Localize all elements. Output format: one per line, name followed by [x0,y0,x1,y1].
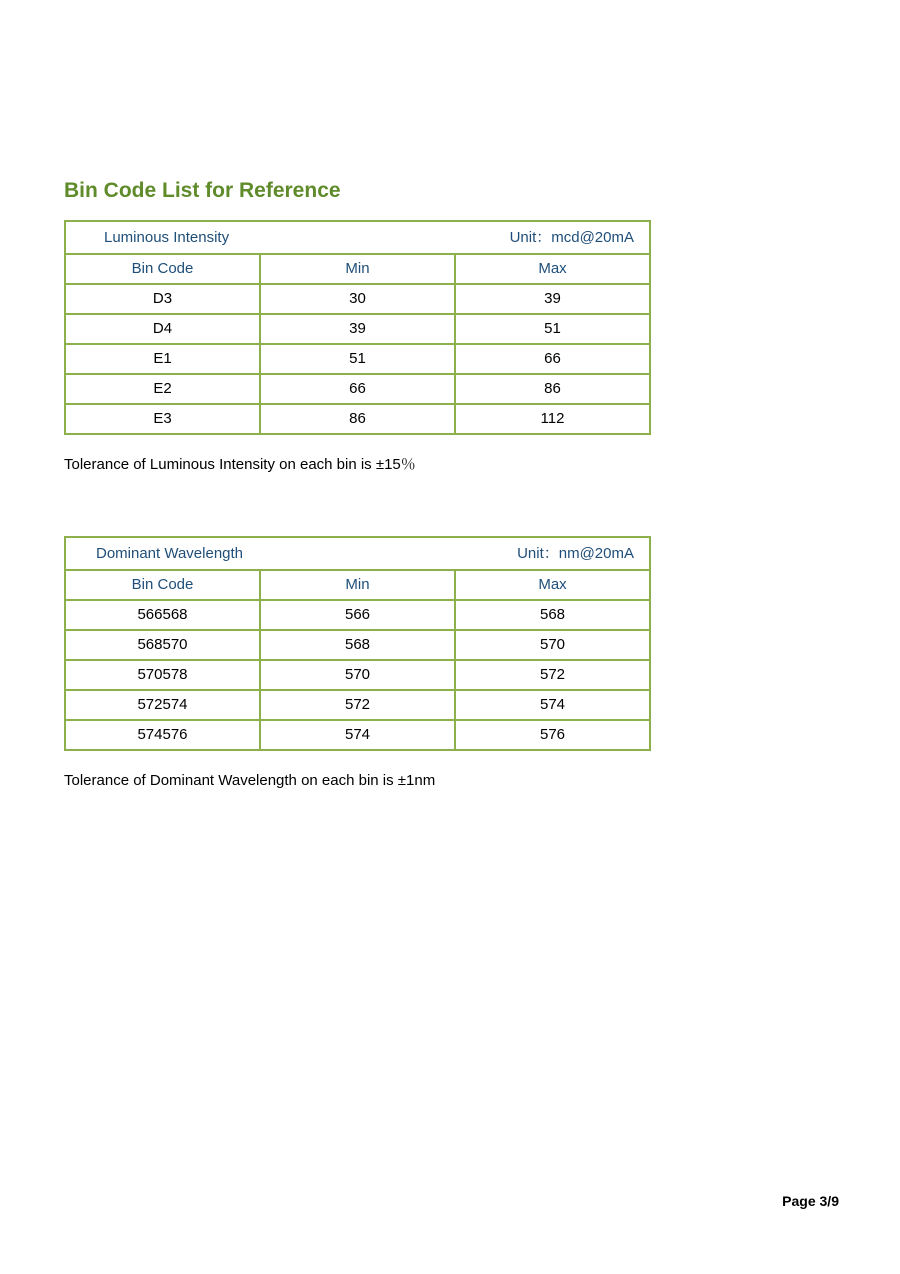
column-header-min: Min [260,570,455,600]
max-cell: 568 [455,600,650,630]
page-number: Page 3/9 [782,1193,839,1209]
max-cell: 570 [455,630,650,660]
table-title-row [65,537,650,570]
max-cell: 576 [455,720,650,750]
table-row [65,600,650,630]
min-cell: 574 [260,720,455,750]
table-row [65,660,650,690]
column-header-bin-code: Bin Code [65,570,260,600]
max-cell: 86 [455,374,650,404]
bin-code-cell: E2 [65,374,260,404]
table-title-row [65,221,650,254]
bin-code-cell: D4 [65,314,260,344]
table-title-cell [65,537,650,570]
bin-code-cell: 574576 [65,720,260,750]
max-cell: 574 [455,690,650,720]
table-row [65,344,650,374]
table-header-row [65,254,650,284]
bin-code-cell: D3 [65,284,260,314]
page-heading: Bin Code List for Reference [64,179,341,202]
column-header-min: Min [260,254,455,284]
dominant-wavelength-table [64,536,651,751]
table-row [65,314,650,344]
bin-code-cell: 568570 [65,630,260,660]
table-title-cell [65,221,650,254]
bin-code-cell: E3 [65,404,260,434]
min-cell: 566 [260,600,455,630]
min-cell: 51 [260,344,455,374]
bin-code-cell: 572574 [65,690,260,720]
table-header-row [65,570,650,600]
dominant-wavelength-tolerance-note: Tolerance of Dominant Wavelength on each bin is ±1nm [64,772,436,789]
table-row [65,374,650,404]
table-unit: Unit：mcd@20mA [509,229,634,246]
min-cell: 568 [260,630,455,660]
luminous-intensity-tolerance-note: Tolerance of Luminous Intensity on each bin is ±15％ [64,456,416,473]
max-cell: 51 [455,314,650,344]
min-cell: 39 [260,314,455,344]
table-title: Dominant Wavelength [96,545,244,562]
min-cell: 86 [260,404,455,434]
min-cell: 570 [260,660,455,690]
table-row [65,284,650,314]
max-cell: 572 [455,660,650,690]
bin-code-cell: 570578 [65,660,260,690]
column-header-max: Max [455,254,650,284]
table-row [65,630,650,660]
column-header-bin-code: Bin Code [65,254,260,284]
min-cell: 66 [260,374,455,404]
max-cell: 112 [455,404,650,434]
table-row [65,404,650,434]
column-header-max: Max [455,570,650,600]
bin-code-cell: E1 [65,344,260,374]
bin-code-cell: 566568 [65,600,260,630]
table-title: Luminous Intensity [104,229,230,246]
min-cell: 572 [260,690,455,720]
max-cell: 39 [455,284,650,314]
luminous-intensity-table [64,220,651,435]
table-unit: Unit：nm@20mA [517,545,634,562]
table-row [65,690,650,720]
min-cell: 30 [260,284,455,314]
table-row [65,720,650,750]
max-cell: 66 [455,344,650,374]
